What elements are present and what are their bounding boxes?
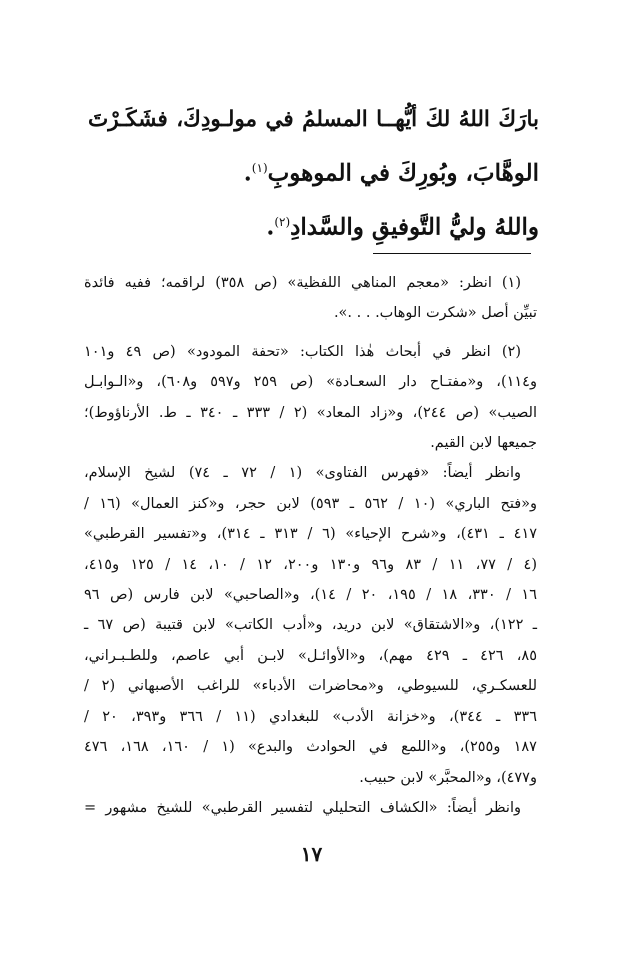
page-number: ١٧ (300, 842, 323, 866)
footnote-2-line: ـ ١٢٢)، و«الاشتقاق» لابن دريد، و«أدب الكاتب» لابن قتيبة (ص ٦٧ ـ (84, 617, 537, 634)
main-line-text: واللهُ وليُّ التَّوفيقِ والسَّدادِ (290, 213, 539, 241)
footnote-2-line: الصيب» (ص ٢٤٤)، و«زاد المعاد» (٢ / ٣٣٣ ـ ٣٤٠ ـ ط. الأرناؤوط)؛ (84, 404, 537, 421)
footnote-2-line: ١٨٧ و٢٥٥)، و«اللمع في الحوادث والبدع» (١ / ١٦٠، ١٦٨، ٤٧٦ (84, 739, 537, 756)
footnote-2-line: و٤٧٧)، و«المحبَّر» لابن حبيب. (359, 769, 537, 786)
footnote-1-line: تبيِّن أصل «شكرت الوهاب. . . .». (333, 305, 537, 322)
footnote-2-line: (٢) انظر في أبحاث هٰذا الكتاب: «تحفة المودود» (ص ٤٩ و١٠١ (84, 343, 521, 360)
footnote-2-line: ٤١٧ ـ ٤٣١)، و«شرح الإحياء» (٦ / ٣١٣ ـ ٣١٤)، و«تفسير القرطبي» (84, 526, 538, 543)
footnote-marker-1[interactable]: (١) (251, 161, 268, 175)
main-line-text: بارَكَ اللهُ لكَ أيُّهــا المسلمُ في مولـودِكَ، فشَكَـرْتَ (88, 107, 539, 132)
footnotes (84, 268, 537, 823)
footnote-2-line: ١٦ / ٣٣٠، ١٨ / ١٩٥، ٢٠ / ١٤)، و«الصاحبي» لابن فارس (ص ٩٦ (84, 587, 537, 604)
main-line-1 (88, 96, 539, 144)
footnote-2-line: ٣٣٦ ـ ٣٤٤)، و«خزانة الأدب» للبغدادي (١١ / ٣٦٦ و٣٩٣، ٢٠ / (84, 708, 538, 725)
footnote-1-line: (١) انظر: «معجم المناهي اللفظية» (ص ٣٥٨) لراقمه؛ ففيه فائدة (84, 275, 522, 291)
footnote-2-line: جميعها لابن القيم. (430, 435, 537, 452)
footnote-2-line: (٤ / ٧٧، ١١ / ٨٣ و٩٦ و١٣٠ و٢٠٠، ١٢ / ١٠، ١٤ / ١٢٥ و٤١٥، (84, 556, 538, 573)
footnote-2-line: و«فتح الباري» (١٠ / ٥٦٢ ـ ٥٩٣) لابن حجر، و«كنز العمال» (١٦ / (84, 495, 538, 512)
main-text (88, 96, 539, 251)
footnote-divider (373, 253, 531, 254)
footnote-2-line: وانظر أيضاً: «الكشاف التحليلي لتفسير القرطبي» للشيخ مشهور = (84, 799, 521, 816)
footnote-2-line: ٨٥، ٤٢٦ ـ ٤٢٩ مهم)، و«الأوائـل» لابـن أبي عاصم، وللطـبـراني، (84, 647, 537, 664)
sentence-end-dot: . (266, 213, 275, 241)
footnote-2-line: وانظر أيضاً: «فهرس الفتاوى» (١ / ٧٢ ـ ٧٤) لشيخ الإسلام، (84, 465, 521, 482)
footnote-marker-2[interactable]: (٢) (274, 214, 291, 229)
main-line-3 (88, 198, 539, 252)
main-line-2 (88, 144, 539, 198)
footnote-2-line: و١١٤)، و«مفتـاح دار السعـادة» (ص ٢٥٩ و٥٩٧ و٦٠٨)، و«الـوابـل (84, 374, 537, 391)
footnote-2-line: للعسكـري، للسيوطي، و«محاضرات الأدباء» للراغب الأصبهاني (٢ / (84, 678, 537, 695)
main-line-text: الوهَّابَ، وبُورِكَ في الموهوبِ (267, 159, 539, 187)
sentence-end-dot: . (243, 159, 252, 187)
